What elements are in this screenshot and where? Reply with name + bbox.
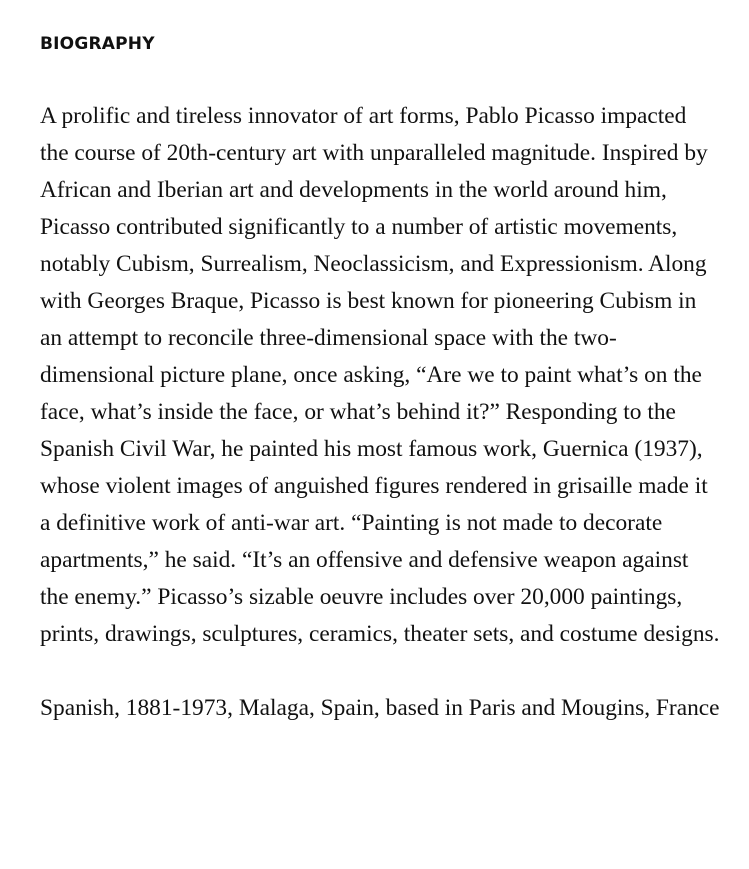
biography-text: A prolific and tireless innovator of art forms, Pablo Picasso impacted the course of 20th-century art with unparalleled magnitude. Inspired by African and Iberian art and developments in the world around him, Picasso contributed significantly to a number of artistic movements, notably Cubism, Surrealism, Neoclassicism, and Expressionism. Along with Georges Braque, Picasso is best known for pioneering Cubism in an attempt to reconcile three-dimensional space with the two-dimensional picture plane, once asking, “Are we to paint what’s on the face, what’s inside the face, or what’s behind it?” Responding to the Spanish Civil War, he painted his most famous work, Guernica (1937), whose violent images of anguished figures rendered in grisaille made it a definitive work of anti-war art. “Painting is not made to decorate apartments,” he said. “It’s an offensive and defensive weapon against the enemy.” Picasso’s sizable oeuvre includes over 20,000 paintings, prints, drawings, sculptures, ceramics, theater sets, and costume designs. [40,103,720,647]
biography-section [40,30,720,727]
section-heading: BIOGRAPHY [40,34,155,54]
artist-details: Spanish, 1881-1973, Malaga, Spain, based in Paris and Mougins, France [40,695,720,721]
